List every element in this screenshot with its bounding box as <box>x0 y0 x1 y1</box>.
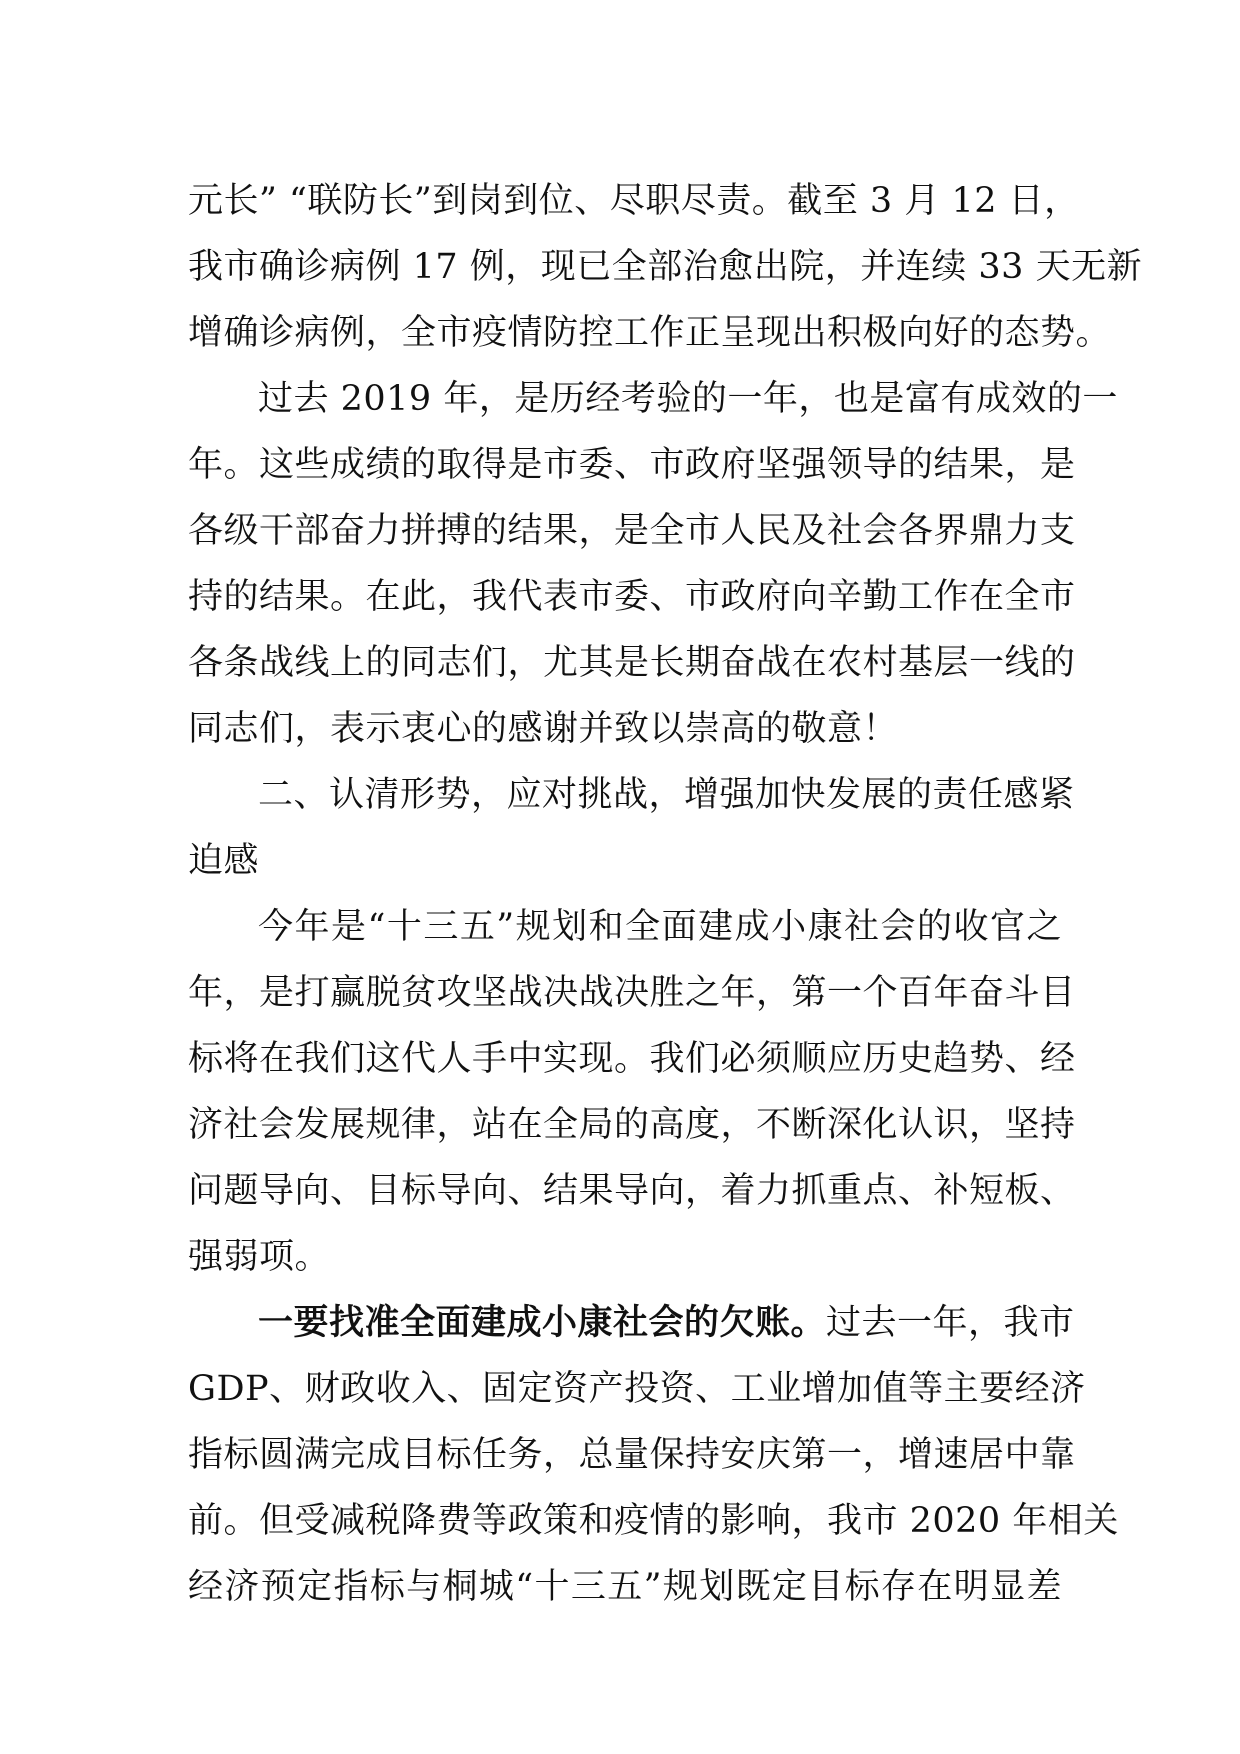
document-body <box>188 168 1143 1620</box>
text-line: 指标圆满完成目标任务，总量保持安庆第一，增速居中靠 <box>188 1435 1076 1475</box>
text-line: 过去 2019 年，是历经考验的一年，也是富有成效的一 <box>258 379 1118 419</box>
text-line: 今年是“十三五”规划和全面建成小康社会的收官之 <box>258 907 1062 947</box>
text-line: 标将在我们这代人手中实现。我们必须顺应历史趋势、经 <box>188 1039 1076 1079</box>
text-line: 问题导向、目标导向、结果导向，着力抓重点、补短板、 <box>188 1171 1076 1211</box>
paragraph-2019-review <box>188 366 1118 762</box>
text-line: 济社会发展规律，站在全局的高度，不断深化认识，坚持 <box>188 1105 1076 1145</box>
paragraph-shortfalls <box>188 1290 1119 1620</box>
text-line: 二、认清形势，应对挑战，增强加快发展的责任感紧 <box>258 775 1075 815</box>
bold-lead-text: 一要找准全面建成小康社会的欠账。 <box>258 1302 827 1343</box>
text-line: 持的结果。在此，我代表市委、市政府向辛勤工作在全市 <box>188 577 1076 617</box>
paragraph-epidemic-status <box>188 168 1143 366</box>
text-line: 增确诊病例，全市疫情防控工作正呈现出积极向好的态势。 <box>188 313 1112 353</box>
text-line: 元长” “联防长”到岗到位、尽职尽责。截至 3 月 12 日， <box>188 181 1080 221</box>
text-line: 强弱项。 <box>188 1237 331 1277</box>
paragraph-situation <box>188 894 1076 1290</box>
text-line: GDP、财政收入、固定资产投资、工业增加值等主要经济 <box>188 1369 1086 1409</box>
lead-continuation: 过去一年，我市 <box>826 1303 1075 1343</box>
section-heading <box>188 762 1075 894</box>
text-line: 年，是打赢脱贫攻坚战决战决胜之年，第一个百年奋斗目 <box>188 973 1076 1013</box>
text-line <box>188 1290 1075 1356</box>
text-line: 经济预定指标与桐城“十三五”规划既定目标存在明显差 <box>188 1567 1062 1607</box>
text-line: 同志们，表示衷心的感谢并致以崇高的敬意！ <box>188 709 899 749</box>
text-line: 各条战线上的同志们，尤其是长期奋战在农村基层一线的 <box>188 643 1076 683</box>
text-line: 我市确诊病例 17 例，现已全部治愈出院，并连续 33 天无新 <box>188 247 1143 287</box>
text-line: 迫感 <box>188 841 260 881</box>
text-line: 年。这些成绩的取得是市委、市政府坚强领导的结果，是 <box>188 445 1076 485</box>
text-line: 前。但受减税降费等政策和疫情的影响，我市 2020 年相关 <box>188 1501 1119 1541</box>
text-line: 各级干部奋力拼搏的结果，是全市人民及社会各界鼎力支 <box>188 511 1076 551</box>
